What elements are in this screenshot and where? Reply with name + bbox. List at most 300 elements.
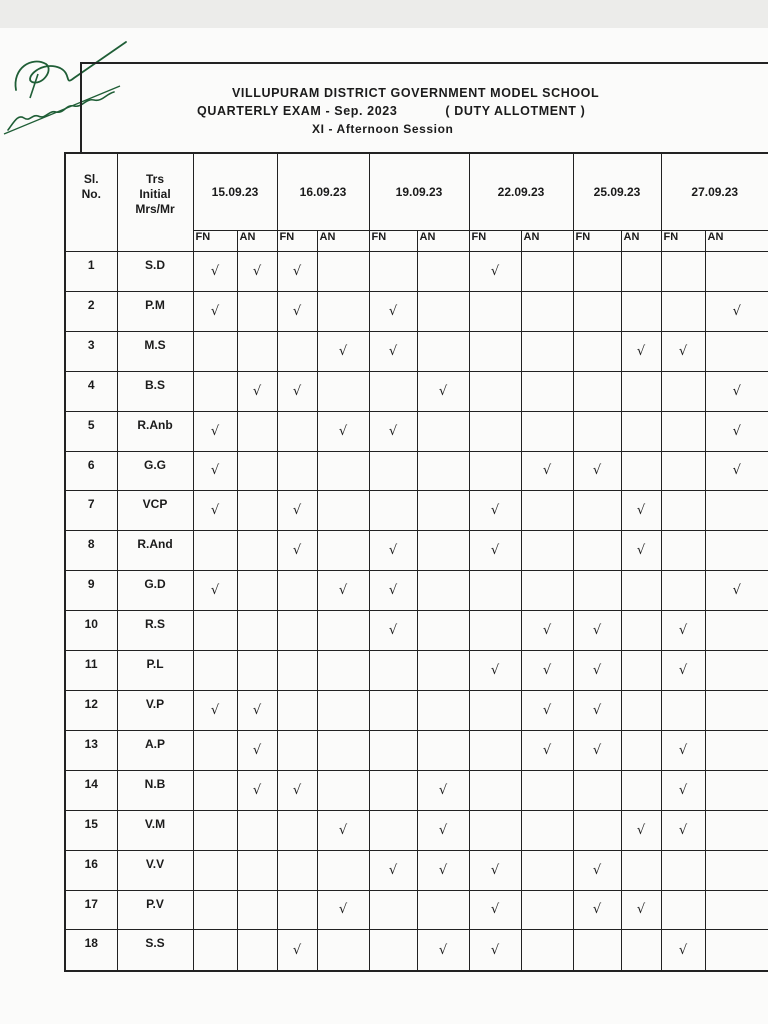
table-row: [65, 770, 768, 810]
empty-cell: [317, 371, 369, 411]
tick-mark-cell: √: [705, 411, 768, 451]
empty-cell: [193, 371, 237, 411]
empty-cell: [521, 252, 573, 292]
empty-cell: [469, 690, 521, 730]
table-row: [65, 411, 768, 451]
sl-no-cell: 13: [65, 730, 117, 770]
teacher-initial-cell: P.M: [117, 291, 193, 331]
empty-cell: [417, 690, 469, 730]
tick-mark-cell: √: [661, 730, 705, 770]
empty-cell: [661, 371, 705, 411]
sl-no-cell: 15: [65, 810, 117, 850]
tick-mark-cell: √: [573, 651, 621, 691]
empty-cell: [193, 651, 237, 691]
empty-cell: [417, 571, 469, 611]
empty-cell: [521, 331, 573, 371]
teacher-initial-cell: R.Anb: [117, 411, 193, 451]
tick-mark-cell: √: [277, 930, 317, 971]
tick-mark-cell: √: [469, 651, 521, 691]
empty-cell: [237, 291, 277, 331]
tick-mark-cell: √: [193, 291, 237, 331]
tick-mark-cell: √: [369, 611, 417, 651]
sl-no-cell: 6: [65, 451, 117, 491]
empty-cell: [417, 531, 469, 571]
empty-cell: [469, 451, 521, 491]
empty-cell: [417, 331, 469, 371]
empty-cell: [237, 810, 277, 850]
empty-cell: [193, 890, 237, 930]
tick-mark-cell: √: [661, 930, 705, 971]
empty-cell: [417, 291, 469, 331]
empty-cell: [369, 491, 417, 531]
empty-cell: [521, 770, 573, 810]
sl-no-cell: 12: [65, 690, 117, 730]
tick-mark-cell: √: [469, 930, 521, 971]
empty-cell: [417, 411, 469, 451]
tick-mark-cell: √: [317, 411, 369, 451]
sl-no-cell: 1: [65, 252, 117, 292]
empty-cell: [237, 930, 277, 971]
table-row: [65, 331, 768, 371]
tick-mark-cell: √: [277, 252, 317, 292]
tick-mark-cell: √: [661, 810, 705, 850]
empty-cell: [237, 651, 277, 691]
empty-cell: [317, 690, 369, 730]
empty-cell: [369, 930, 417, 971]
tick-mark-cell: √: [621, 810, 661, 850]
teacher-initial-cell: G.D: [117, 571, 193, 611]
table-row: [65, 451, 768, 491]
empty-cell: [469, 371, 521, 411]
empty-cell: [705, 651, 768, 691]
sl-no-cell: 18: [65, 930, 117, 971]
empty-cell: [317, 291, 369, 331]
empty-cell: [237, 890, 277, 930]
tick-mark-cell: √: [521, 611, 573, 651]
session-header-an: AN: [705, 231, 768, 252]
empty-cell: [469, 730, 521, 770]
empty-cell: [369, 730, 417, 770]
tick-mark-cell: √: [661, 331, 705, 371]
empty-cell: [573, 252, 621, 292]
sl-no-cell: 3: [65, 331, 117, 371]
table-row: [65, 730, 768, 770]
empty-cell: [661, 451, 705, 491]
tick-mark-cell: √: [369, 571, 417, 611]
empty-cell: [521, 850, 573, 890]
tick-mark-cell: √: [369, 291, 417, 331]
empty-cell: [705, 810, 768, 850]
empty-cell: [193, 850, 237, 890]
empty-cell: [705, 491, 768, 531]
empty-cell: [417, 890, 469, 930]
sl-no-cell: 11: [65, 651, 117, 691]
empty-cell: [237, 611, 277, 651]
tick-mark-cell: √: [521, 690, 573, 730]
empty-cell: [573, 371, 621, 411]
tick-mark-cell: √: [469, 890, 521, 930]
empty-cell: [621, 730, 661, 770]
teacher-initial-cell: G.G: [117, 451, 193, 491]
empty-cell: [521, 371, 573, 411]
empty-cell: [573, 571, 621, 611]
tick-mark-cell: √: [573, 690, 621, 730]
empty-cell: [417, 730, 469, 770]
empty-cell: [317, 850, 369, 890]
header-row: [65, 153, 768, 231]
empty-cell: [573, 930, 621, 971]
empty-cell: [277, 451, 317, 491]
duty-allotment-label: ( DUTY ALLOTMENT ): [445, 104, 586, 118]
tick-mark-cell: √: [237, 730, 277, 770]
tick-mark-cell: √: [521, 651, 573, 691]
empty-cell: [621, 451, 661, 491]
teacher-initial-cell: R.S: [117, 611, 193, 651]
empty-cell: [193, 611, 237, 651]
empty-cell: [369, 252, 417, 292]
tick-mark-cell: √: [237, 770, 277, 810]
empty-cell: [621, 850, 661, 890]
empty-cell: [369, 810, 417, 850]
tick-mark-cell: √: [277, 491, 317, 531]
table-row: [65, 491, 768, 531]
empty-cell: [417, 451, 469, 491]
empty-cell: [193, 770, 237, 810]
empty-cell: [661, 491, 705, 531]
empty-cell: [621, 571, 661, 611]
tick-mark-cell: √: [521, 730, 573, 770]
teacher-initial-cell: A.P: [117, 730, 193, 770]
tick-mark-cell: √: [369, 331, 417, 371]
table-row: [65, 890, 768, 930]
tick-mark-cell: √: [705, 371, 768, 411]
empty-cell: [573, 770, 621, 810]
tick-mark-cell: √: [317, 331, 369, 371]
sl-no-cell: 2: [65, 291, 117, 331]
empty-cell: [573, 291, 621, 331]
tick-mark-cell: √: [237, 690, 277, 730]
empty-cell: [521, 890, 573, 930]
empty-cell: [193, 930, 237, 971]
tick-mark-cell: √: [661, 770, 705, 810]
sl-no-cell: 5: [65, 411, 117, 451]
empty-cell: [317, 491, 369, 531]
empty-cell: [521, 930, 573, 971]
empty-cell: [521, 531, 573, 571]
empty-cell: [317, 451, 369, 491]
table-row: [65, 531, 768, 571]
empty-cell: [621, 651, 661, 691]
empty-cell: [193, 331, 237, 371]
teacher-initial-cell: S.D: [117, 252, 193, 292]
empty-cell: [573, 810, 621, 850]
empty-cell: [521, 810, 573, 850]
tick-mark-cell: √: [573, 611, 621, 651]
teacher-initial-cell: M.S: [117, 331, 193, 371]
empty-cell: [277, 810, 317, 850]
empty-cell: [417, 611, 469, 651]
empty-cell: [705, 930, 768, 971]
table-row: [65, 252, 768, 292]
empty-cell: [237, 331, 277, 371]
session-header-an: AN: [621, 231, 661, 252]
empty-cell: [661, 252, 705, 292]
table-row: [65, 810, 768, 850]
tick-mark-cell: √: [469, 491, 521, 531]
empty-cell: [237, 491, 277, 531]
empty-cell: [521, 291, 573, 331]
empty-cell: [193, 810, 237, 850]
empty-cell: [621, 252, 661, 292]
duty-allotment-table: [64, 152, 768, 972]
session-header-fn: FN: [369, 231, 417, 252]
empty-cell: [277, 571, 317, 611]
empty-cell: [369, 890, 417, 930]
table-row: [65, 371, 768, 411]
empty-cell: [277, 411, 317, 451]
teacher-initial-cell: VCP: [117, 491, 193, 531]
empty-cell: [573, 411, 621, 451]
duty-table-body: [65, 252, 768, 972]
empty-cell: [317, 531, 369, 571]
empty-cell: [621, 291, 661, 331]
date-header: 15.09.23: [193, 153, 277, 231]
empty-cell: [621, 690, 661, 730]
empty-cell: [317, 930, 369, 971]
tick-mark-cell: √: [573, 451, 621, 491]
empty-cell: [237, 850, 277, 890]
teacher-initial-cell: B.S: [117, 371, 193, 411]
empty-cell: [277, 890, 317, 930]
tick-mark-cell: √: [193, 411, 237, 451]
tick-mark-cell: √: [573, 850, 621, 890]
session-header-fn: FN: [661, 231, 705, 252]
tick-mark-cell: √: [193, 451, 237, 491]
tick-mark-cell: √: [193, 491, 237, 531]
tick-mark-cell: √: [277, 291, 317, 331]
empty-cell: [317, 770, 369, 810]
empty-cell: [193, 531, 237, 571]
exam-name: QUARTERLY EXAM - Sep. 2023: [197, 104, 398, 118]
tick-mark-cell: √: [705, 451, 768, 491]
empty-cell: [621, 770, 661, 810]
teacher-initial-cell: V.V: [117, 850, 193, 890]
empty-cell: [705, 531, 768, 571]
tick-mark-cell: √: [469, 531, 521, 571]
sl-no-cell: 9: [65, 571, 117, 611]
session-header-fn: FN: [573, 231, 621, 252]
tick-mark-cell: √: [621, 491, 661, 531]
session-header-fn: FN: [193, 231, 237, 252]
tick-mark-cell: √: [369, 531, 417, 571]
sl-no-cell: 4: [65, 371, 117, 411]
tick-mark-cell: √: [417, 770, 469, 810]
tick-mark-cell: √: [277, 371, 317, 411]
empty-cell: [705, 252, 768, 292]
empty-cell: [621, 611, 661, 651]
empty-cell: [661, 690, 705, 730]
tick-mark-cell: √: [469, 850, 521, 890]
empty-cell: [705, 890, 768, 930]
empty-cell: [317, 651, 369, 691]
tick-mark-cell: √: [661, 651, 705, 691]
empty-cell: [661, 291, 705, 331]
session-header-an: AN: [237, 231, 277, 252]
empty-cell: [705, 611, 768, 651]
sl-no-cell: 7: [65, 491, 117, 531]
scan-top-margin: [0, 0, 768, 28]
session-header-fn: FN: [277, 231, 317, 252]
empty-cell: [573, 491, 621, 531]
empty-cell: [661, 571, 705, 611]
tick-mark-cell: √: [705, 291, 768, 331]
empty-cell: [417, 252, 469, 292]
empty-cell: [621, 930, 661, 971]
empty-cell: [621, 411, 661, 451]
exam-title: [197, 104, 585, 118]
empty-cell: [369, 451, 417, 491]
empty-cell: [469, 331, 521, 371]
empty-cell: [573, 331, 621, 371]
tick-mark-cell: √: [621, 531, 661, 571]
school-name: VILLUPURAM DISTRICT GOVERNMENT MODEL SCHOOL: [232, 86, 600, 100]
empty-cell: [521, 571, 573, 611]
teacher-initial-cell: P.L: [117, 651, 193, 691]
tick-mark-cell: √: [193, 690, 237, 730]
empty-cell: [317, 611, 369, 651]
tick-mark-cell: √: [573, 730, 621, 770]
empty-cell: [277, 850, 317, 890]
teacher-initial-cell: V.P: [117, 690, 193, 730]
table-row: [65, 651, 768, 691]
empty-cell: [705, 331, 768, 371]
empty-cell: [469, 411, 521, 451]
sl-no-cell: 8: [65, 531, 117, 571]
session-label: XI - Afternoon Session: [312, 122, 454, 136]
sl-no-cell: 17: [65, 890, 117, 930]
empty-cell: [277, 730, 317, 770]
empty-cell: [369, 651, 417, 691]
sl-no-cell: 16: [65, 850, 117, 890]
tick-mark-cell: √: [417, 371, 469, 411]
teacher-initial-cell: R.And: [117, 531, 193, 571]
empty-cell: [317, 252, 369, 292]
tick-mark-cell: √: [277, 531, 317, 571]
empty-cell: [661, 531, 705, 571]
tick-mark-cell: √: [193, 571, 237, 611]
tick-mark-cell: √: [369, 850, 417, 890]
empty-cell: [661, 411, 705, 451]
empty-cell: [369, 690, 417, 730]
tick-mark-cell: √: [317, 810, 369, 850]
teacher-initial-cell: S.S: [117, 930, 193, 971]
empty-cell: [237, 411, 277, 451]
empty-cell: [369, 770, 417, 810]
date-header: 16.09.23: [277, 153, 369, 231]
date-header: 27.09.23: [661, 153, 768, 231]
teacher-initial-cell: N.B: [117, 770, 193, 810]
empty-cell: [521, 411, 573, 451]
tick-mark-cell: √: [193, 252, 237, 292]
tick-mark-cell: √: [621, 890, 661, 930]
date-header: 25.09.23: [573, 153, 661, 231]
table-row: [65, 930, 768, 971]
date-header: 19.09.23: [369, 153, 469, 231]
empty-cell: [417, 491, 469, 531]
empty-cell: [705, 850, 768, 890]
session-header-an: AN: [317, 231, 369, 252]
empty-cell: [369, 371, 417, 411]
empty-cell: [661, 890, 705, 930]
tick-mark-cell: √: [661, 611, 705, 651]
session-header-fn: FN: [469, 231, 521, 252]
sl-no-cell: 14: [65, 770, 117, 810]
empty-cell: [661, 850, 705, 890]
teacher-initial-cell: P.V: [117, 890, 193, 930]
sl-no-cell: 10: [65, 611, 117, 651]
empty-cell: [621, 371, 661, 411]
tick-mark-cell: √: [705, 571, 768, 611]
tick-mark-cell: √: [417, 930, 469, 971]
empty-cell: [705, 690, 768, 730]
tick-mark-cell: √: [417, 850, 469, 890]
tick-mark-cell: √: [237, 371, 277, 411]
sl-no-header: Sl. No.: [65, 153, 117, 252]
empty-cell: [469, 810, 521, 850]
empty-cell: [237, 531, 277, 571]
empty-cell: [277, 611, 317, 651]
empty-cell: [573, 531, 621, 571]
tick-mark-cell: √: [573, 890, 621, 930]
empty-cell: [469, 571, 521, 611]
empty-cell: [237, 571, 277, 611]
empty-cell: [705, 730, 768, 770]
tick-mark-cell: √: [317, 890, 369, 930]
document-header: [80, 62, 768, 154]
empty-cell: [469, 770, 521, 810]
teacher-initial-cell: V.M: [117, 810, 193, 850]
tick-mark-cell: √: [317, 571, 369, 611]
tick-mark-cell: √: [417, 810, 469, 850]
empty-cell: [317, 730, 369, 770]
empty-cell: [469, 291, 521, 331]
table-row: [65, 611, 768, 651]
table-row: [65, 291, 768, 331]
empty-cell: [469, 611, 521, 651]
empty-cell: [705, 770, 768, 810]
date-header: 22.09.23: [469, 153, 573, 231]
table-row: [65, 850, 768, 890]
empty-cell: [277, 690, 317, 730]
table-row: [65, 690, 768, 730]
tick-mark-cell: √: [277, 770, 317, 810]
table-row: [65, 571, 768, 611]
tick-mark-cell: √: [369, 411, 417, 451]
session-header-an: AN: [417, 231, 469, 252]
empty-cell: [193, 730, 237, 770]
tick-mark-cell: √: [237, 252, 277, 292]
empty-cell: [277, 651, 317, 691]
empty-cell: [237, 451, 277, 491]
empty-cell: [277, 331, 317, 371]
session-header-an: AN: [521, 231, 573, 252]
tick-mark-cell: √: [621, 331, 661, 371]
tick-mark-cell: √: [469, 252, 521, 292]
empty-cell: [521, 491, 573, 531]
teacher-initial-header: Trs Initial Mrs/Mr: [117, 153, 193, 252]
tick-mark-cell: √: [521, 451, 573, 491]
empty-cell: [417, 651, 469, 691]
